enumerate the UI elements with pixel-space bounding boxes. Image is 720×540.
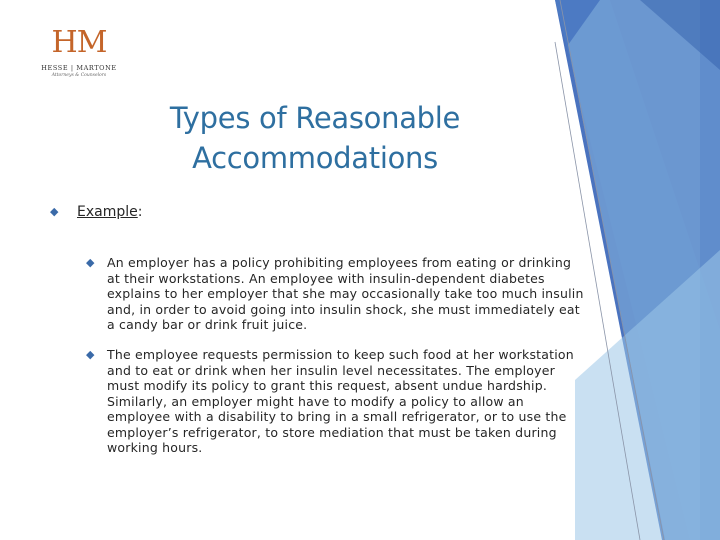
sub-bullet-text: The employee requests permission to keep such food at her workstation and to eat or drink when her insulin level necessitates. The employer must modify its policy to grant this request, absent undue hardship. Similarly, an employer might have to modify a policy to allow an employee with a disability to bring in a small refrigerator, or to use the employer’s refrigerator, to store mediation that must be taken during working hours. (107, 347, 574, 455)
logo-tagline: Attorneys & Counselors (51, 73, 107, 78)
sub-bullet-text: An employer has a policy prohibiting employees from eating or drinking at their workstations. An employee with insulin-dependent diabetes explains to her employer that she may occasionally take too much insulin and, in order to avoid going into insulin shock, she must immediately eat a candy bar or drink fruit juice. (107, 255, 584, 332)
diamond-bullet-icon: ◆ (50, 205, 59, 218)
company-logo (38, 25, 120, 78)
example-heading (77, 202, 142, 222)
logo-mark: HM (51, 25, 107, 60)
logo-firm-name: HESSE | MARTONE (41, 64, 117, 72)
example-label: Example (77, 204, 138, 220)
example-colon: : (137, 204, 143, 220)
slide-title: Types of Reasonable Accommodations (169, 101, 461, 175)
diamond-bullet-icon: ◆ (86, 256, 95, 269)
diamond-bullet-icon: ◆ (86, 348, 95, 361)
